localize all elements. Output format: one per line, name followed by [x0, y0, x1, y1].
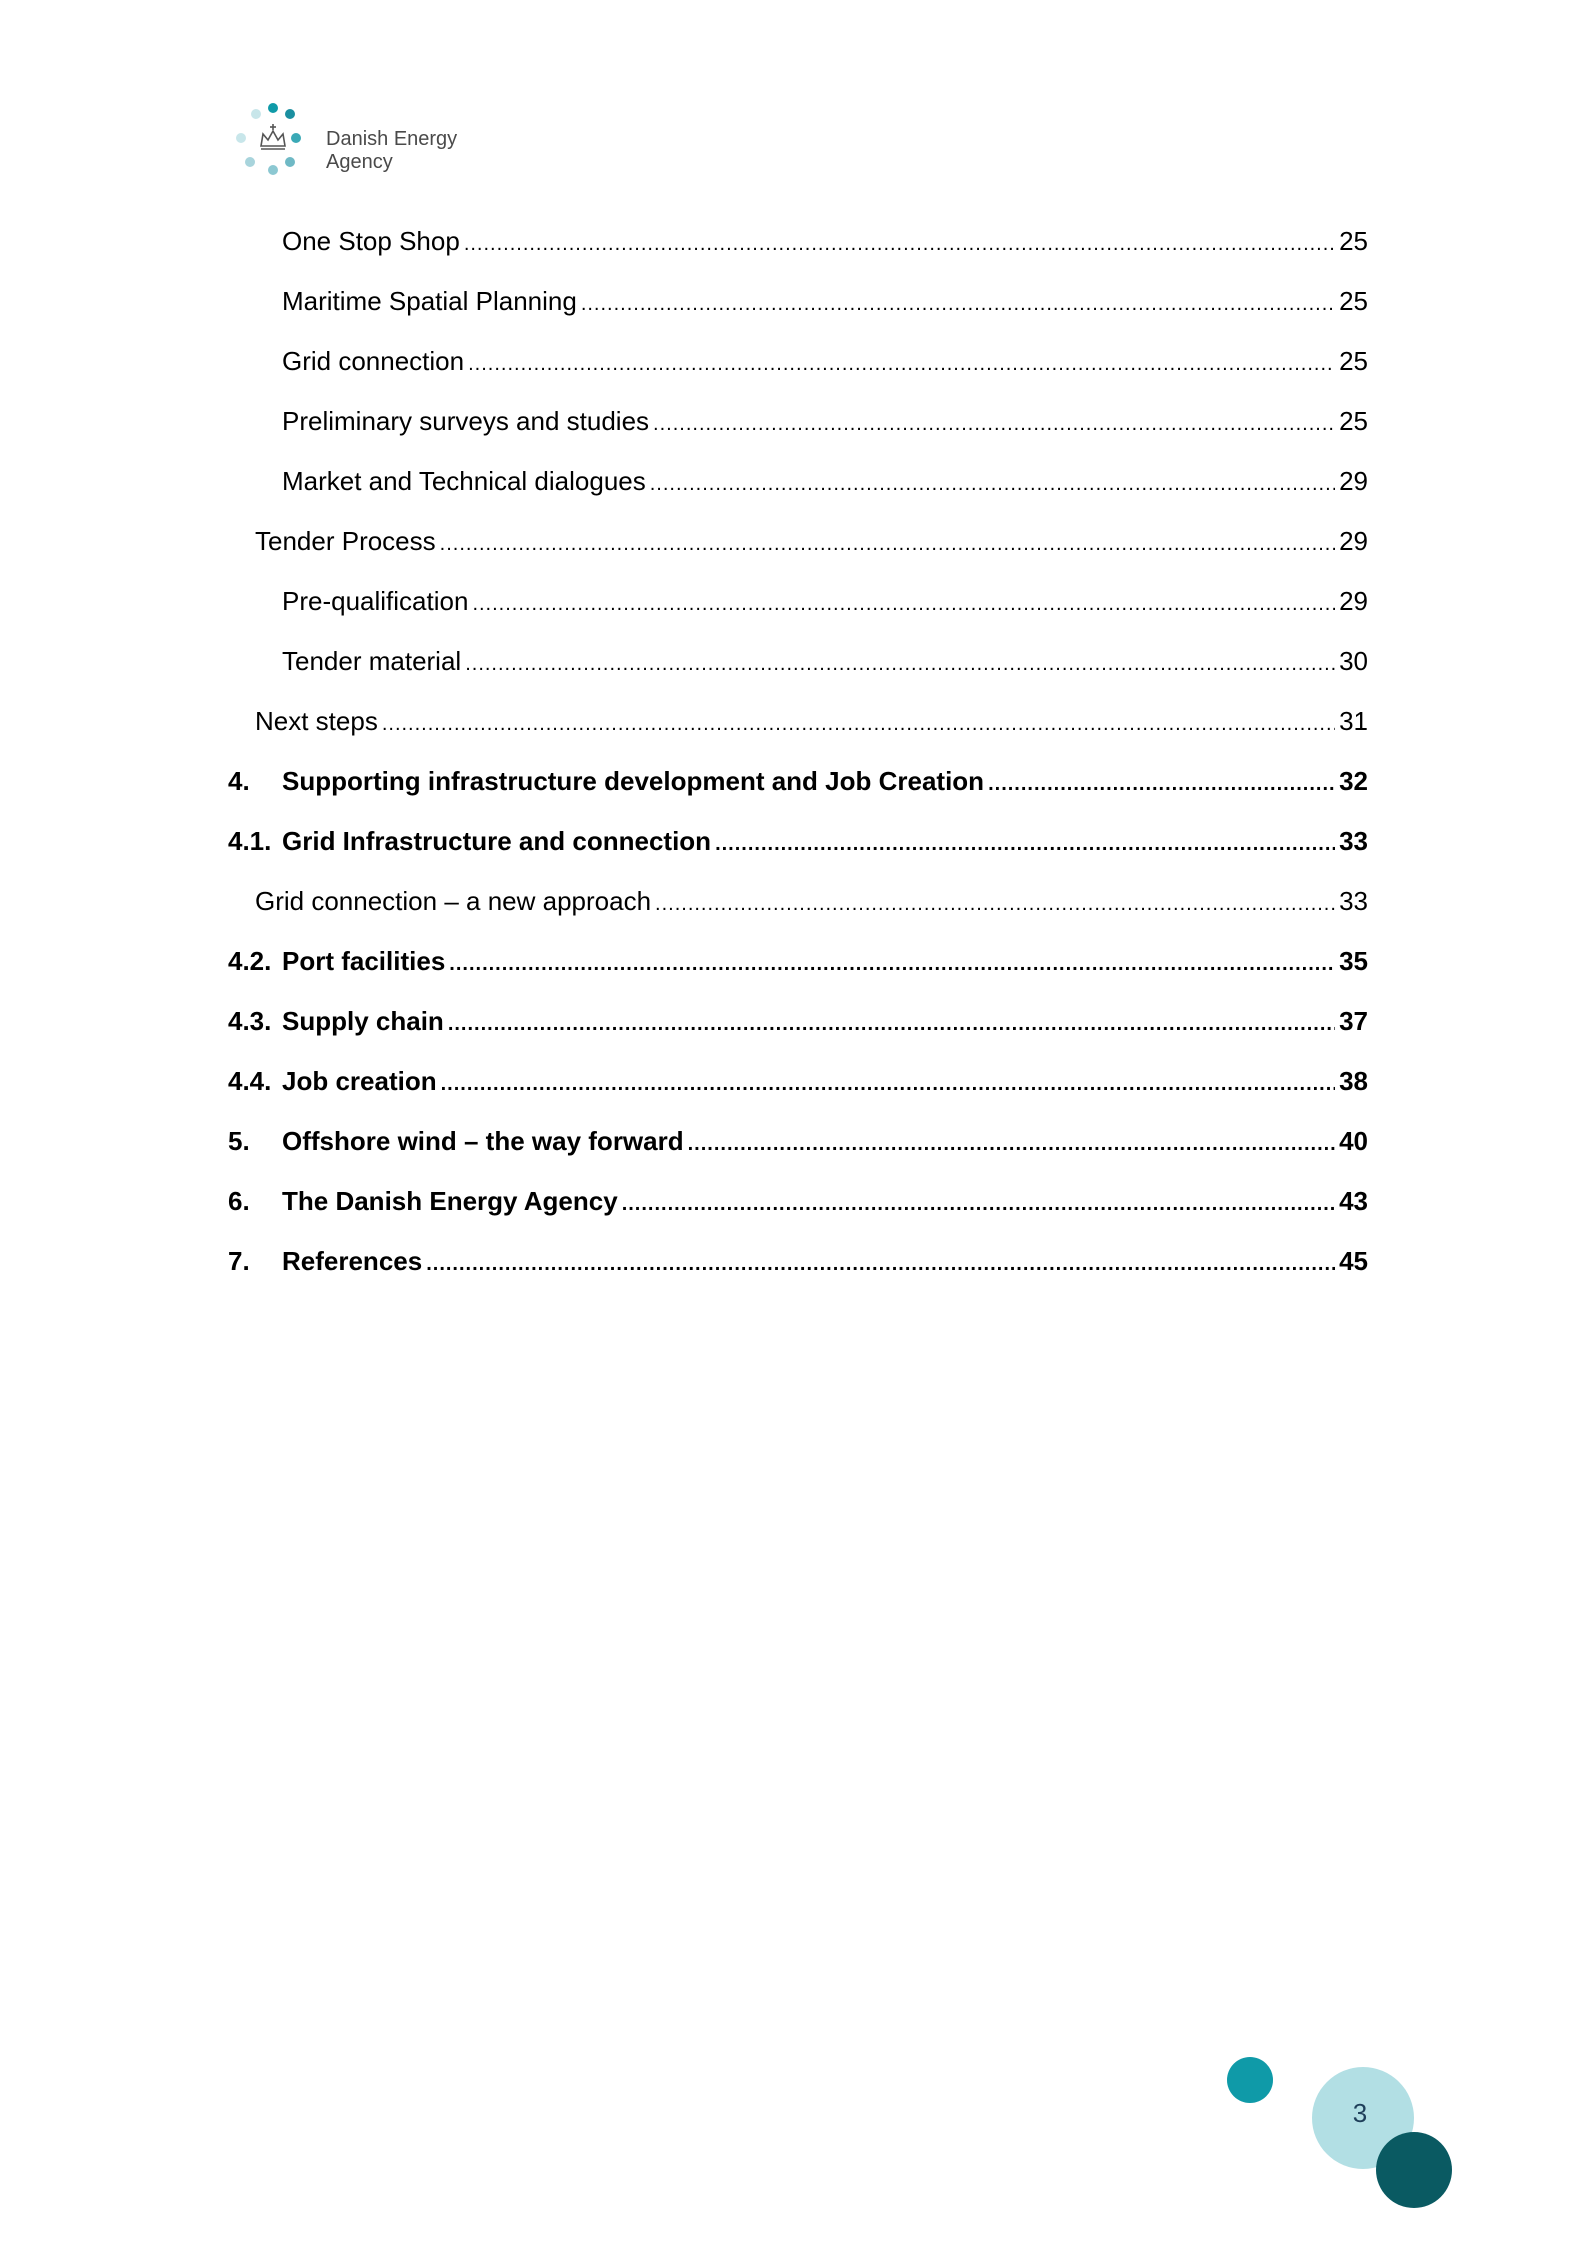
toc-entry-page: 30 — [1339, 646, 1368, 676]
toc-leader-dots — [468, 353, 1335, 376]
toc-leader-dots — [448, 1013, 1335, 1036]
toc-entry-title: References — [282, 1246, 423, 1276]
toc-entry[interactable] — [228, 1066, 1368, 1100]
toc-leader-dots — [441, 1073, 1335, 1096]
toc-leader-dots — [715, 833, 1335, 856]
toc-leader-dots — [988, 773, 1335, 796]
toc-entry-page: 25 — [1339, 286, 1368, 316]
toc-entry[interactable] — [255, 706, 1368, 740]
toc-entry-number: 5. — [228, 1126, 250, 1156]
agency-logo — [228, 96, 488, 186]
toc-leader-dots — [655, 893, 1335, 916]
toc-leader-dots — [465, 653, 1335, 676]
logo-line-2: Agency — [326, 151, 393, 173]
toc-leader-dots — [650, 473, 1335, 496]
logo-wordmark — [326, 128, 457, 174]
toc-entry-title: One Stop Shop — [282, 226, 460, 256]
toc-leader-dots — [688, 1133, 1335, 1156]
toc-entry[interactable] — [228, 1126, 1368, 1160]
toc-leader-dots — [464, 233, 1335, 256]
toc-entry-page: 43 — [1339, 1186, 1368, 1216]
toc-leader-dots — [653, 413, 1335, 436]
toc-entry-page: 31 — [1339, 706, 1368, 736]
toc-entry-title: Next steps — [255, 706, 378, 736]
toc-entry-title: The Danish Energy Agency — [282, 1186, 618, 1216]
toc-entry-page: 35 — [1339, 946, 1368, 976]
toc-entry-page: 45 — [1339, 1246, 1368, 1276]
page-number: 3 — [1352, 2098, 1368, 2128]
toc-entry-number: 4.1. — [228, 826, 272, 856]
toc-entry-number: 4. — [228, 766, 250, 796]
toc-entry-page: 29 — [1339, 526, 1368, 556]
toc-entry[interactable] — [228, 1246, 1368, 1280]
toc-entry-title: Tender material — [282, 646, 462, 676]
toc-leader-dots — [449, 953, 1335, 976]
toc-entry-page: 40 — [1339, 1126, 1368, 1156]
toc-entry-page: 29 — [1339, 586, 1368, 616]
toc-entry[interactable] — [282, 466, 1368, 500]
toc-entry-title: Market and Technical dialogues — [282, 466, 646, 496]
toc-entry-number: 4.2. — [228, 946, 272, 976]
crown-dots-icon — [228, 96, 318, 186]
toc-leader-dots — [622, 1193, 1335, 1216]
toc-entry[interactable] — [228, 826, 1368, 860]
toc-entry-number: 4.4. — [228, 1066, 272, 1096]
toc-entry-number: 4.3. — [228, 1006, 272, 1036]
toc-entry[interactable] — [282, 286, 1368, 320]
toc-entry-title: Pre-qualification — [282, 586, 469, 616]
toc-entry[interactable] — [255, 526, 1368, 560]
toc-entry[interactable] — [228, 1006, 1368, 1040]
toc-entry-title: Tender Process — [255, 526, 436, 556]
toc-entry-title: Offshore wind – the way forward — [282, 1126, 684, 1156]
toc-entry-page: 33 — [1339, 886, 1368, 916]
toc-entry-page: 33 — [1339, 826, 1368, 856]
toc-entry-page: 25 — [1339, 346, 1368, 376]
toc-entry-title: Preliminary surveys and studies — [282, 406, 650, 436]
toc-entry-title: Maritime Spatial Planning — [282, 286, 577, 316]
toc-entry[interactable] — [282, 346, 1368, 380]
toc-entry-title: Supply chain — [282, 1006, 444, 1036]
toc-entry[interactable] — [282, 406, 1368, 440]
toc-leader-dots — [382, 713, 1335, 736]
toc-entry-page: 25 — [1339, 406, 1368, 436]
toc-entry-title: Grid connection – a new approach — [255, 886, 652, 916]
toc-leader-dots — [426, 1253, 1335, 1276]
toc-entry[interactable] — [228, 766, 1368, 800]
toc-entry[interactable] — [282, 226, 1368, 260]
toc-leader-dots — [472, 593, 1335, 616]
toc-leader-dots — [440, 533, 1335, 556]
toc-entry[interactable] — [282, 646, 1368, 680]
toc-entry-page: 29 — [1339, 466, 1368, 496]
toc-entry-number: 6. — [228, 1186, 250, 1216]
toc-entry[interactable] — [228, 946, 1368, 980]
toc-leader-dots — [581, 293, 1335, 316]
toc-entry-title: Supporting infrastructure development and Job Creation — [282, 766, 985, 796]
toc-entry-title: Grid Infrastructure and connection — [282, 826, 712, 856]
toc-entry-number: 7. — [228, 1246, 250, 1276]
toc-entry-title: Grid connection — [282, 346, 465, 376]
toc-entry[interactable] — [282, 586, 1368, 620]
page-corner-circles-icon — [1220, 2050, 1480, 2230]
toc-entry-title: Port facilities — [282, 946, 446, 976]
toc-entry[interactable] — [255, 886, 1368, 920]
toc-entry-page: 25 — [1339, 226, 1368, 256]
logo-line-1: Danish Energy — [326, 128, 458, 150]
toc-entry-title: Job creation — [282, 1066, 437, 1096]
toc-entry[interactable] — [228, 1186, 1368, 1220]
toc-entry-page: 37 — [1339, 1006, 1368, 1036]
toc-entry-page: 32 — [1339, 766, 1368, 796]
toc-entry-page: 38 — [1339, 1066, 1368, 1096]
